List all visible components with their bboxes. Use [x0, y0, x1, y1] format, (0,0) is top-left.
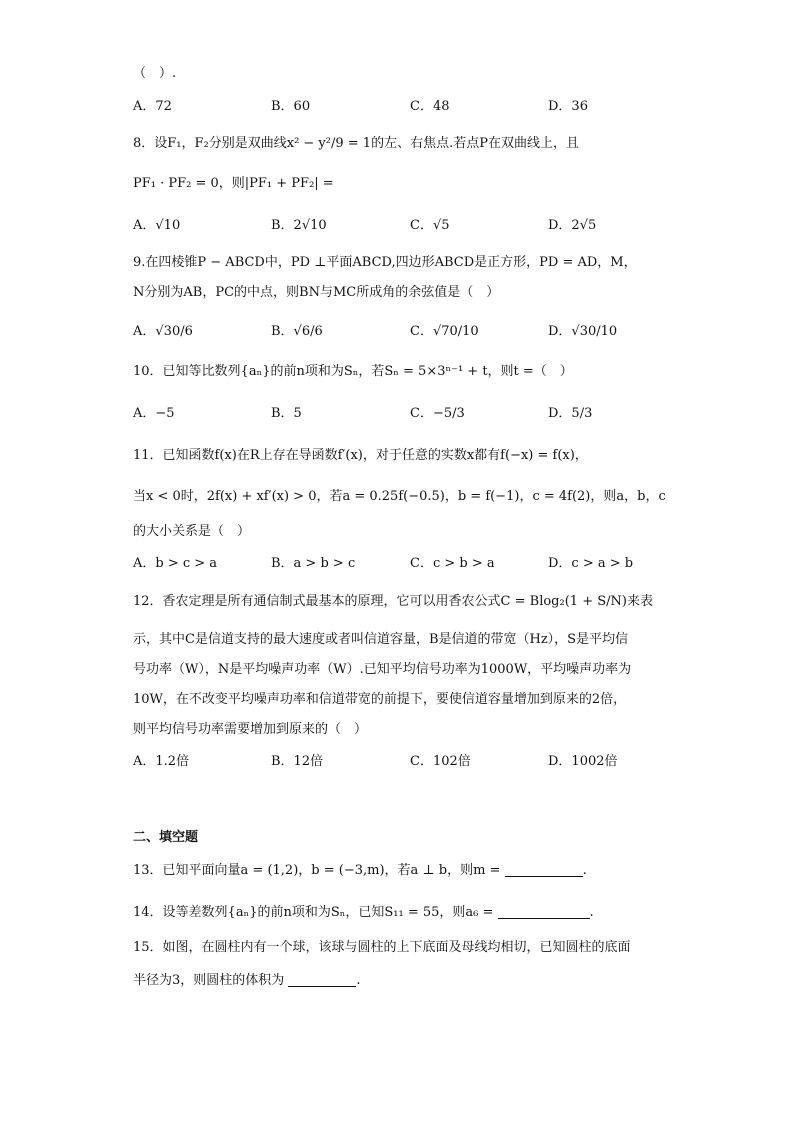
q12-stem-line4: 10W，在不改变平均噪声功率和信道带宽的前提下，要使信道容量增加到原来的2倍， — [133, 692, 627, 707]
q7-option-d: D．36 — [548, 99, 588, 114]
q10-option-d: D．5/3 — [548, 406, 593, 421]
q12-option-d: D．1002倍 — [548, 754, 618, 769]
q11-stem-line2: 当x < 0时，2f(x) + xf′(x) > 0，若a = 0.25f(−0.5)，b = f(−1)，c = 4f(2)，则a，b，c — [133, 489, 666, 504]
q15-period: . — [356, 973, 361, 988]
q12-stem-line5: 则平均信号功率需要增加到原来的（ ） — [133, 722, 368, 737]
q12-stem-line2: 示，其中C是信道支持的最大速度或者叫信道容量，B是信道的带宽（Hz），S是平均信 — [133, 632, 629, 647]
q14-stem: 14．设等差数列{aₙ}的前n项和为Sₙ，已知S₁₁ = 55，则a₆ = — [133, 905, 494, 920]
q13-answer-blank — [505, 862, 583, 877]
q15-stem-line2 — [133, 971, 361, 991]
q11-option-c: C．c > b > a — [410, 556, 495, 571]
q15-stem: 半径为3，则圆柱的体积为 — [133, 973, 285, 988]
q8-stem-line1: 8．设F₁，F₂分别是双曲线x² − y²/9 = 1的左、右焦点.若点P在双曲线上，且 — [133, 136, 579, 151]
q10-stem: 10．已知等比数列{aₙ}的前n项和为Sₙ，若Sₙ = 5×3ⁿ⁻¹ + t，则t =（ ） — [133, 364, 573, 379]
q8-option-c: C．√5 — [410, 218, 450, 233]
q12-stem-line1: 12．香农定理是所有通信制式最基本的原理，它可以用香农公式C = Blog₂(1 + S/N)来表 — [133, 594, 653, 609]
q11-stem-line1: 11．已知函数f(x)在R上存在导函数f′(x)，对于任意的实数x都有f(−x) = f(x)， — [133, 448, 588, 463]
section-heading-fill-in: 二、填空题 — [133, 830, 199, 845]
q7-option-c: C．48 — [410, 99, 450, 114]
q15-stem-line1: 15．如图，在圆柱内有一个球，该球与圆柱的上下底面及母线均相切，已知圆柱的底面 — [133, 940, 631, 955]
q9-option-b: B．√6/6 — [271, 324, 323, 339]
q12-stem-line3: 号功率（W），N是平均噪声功率（W）.已知平均信号功率为1000W，平均噪声功率为 — [133, 662, 632, 677]
q10-option-c: C．−5/3 — [410, 406, 465, 421]
q8-option-a: A．√10 — [133, 218, 181, 233]
q14-period: . — [589, 905, 594, 920]
q8-option-d: D．2√5 — [548, 218, 597, 233]
q10-option-a: A．−5 — [133, 406, 175, 421]
q8-option-b: B．2√10 — [271, 218, 327, 233]
q14-answer-blank — [498, 904, 590, 919]
q9-option-d: D．√30/10 — [548, 324, 618, 339]
q11-stem-line3: 的大小关系是（ ） — [133, 524, 251, 539]
q10-option-b: B．5 — [271, 406, 302, 421]
q12-option-b: B．12倍 — [271, 754, 324, 769]
q8-stem-line2: PF₁ · PF₂ = 0，则|PF₁ + PF₂| = — [133, 176, 334, 191]
q12-option-c: C．102倍 — [410, 754, 471, 769]
q9-stem-line2: N分别为AB，PC的中点，则BN与MC所成角的余弦值是（ ） — [133, 285, 500, 300]
q9-option-c: C．√70/10 — [410, 324, 479, 339]
question-14 — [133, 903, 594, 923]
q11-option-d: D．c > a > b — [548, 556, 634, 571]
question-13 — [133, 861, 587, 881]
q9-stem-line1: 9.在四棱锥P − ABCD中，PD ⊥平面ABCD,四边形ABCD是正方形，PD = AD，M， — [133, 255, 637, 270]
q15-answer-blank — [288, 972, 356, 987]
q7-option-a: A．72 — [133, 99, 172, 114]
q7-bracket: （ ）. — [133, 66, 177, 81]
q12-option-a: A．1.2倍 — [133, 754, 190, 769]
q13-period: . — [582, 863, 587, 878]
q9-option-a: A．√30/6 — [133, 324, 193, 339]
q11-option-a: A．b > c > a — [133, 556, 218, 571]
q11-option-b: B．a > b > c — [271, 556, 356, 571]
q7-option-b: B．60 — [271, 99, 311, 114]
q13-stem: 13．已知平面向量a = (1,2)，b = (−3,m)，若a ⊥ b，则m = — [133, 863, 501, 878]
